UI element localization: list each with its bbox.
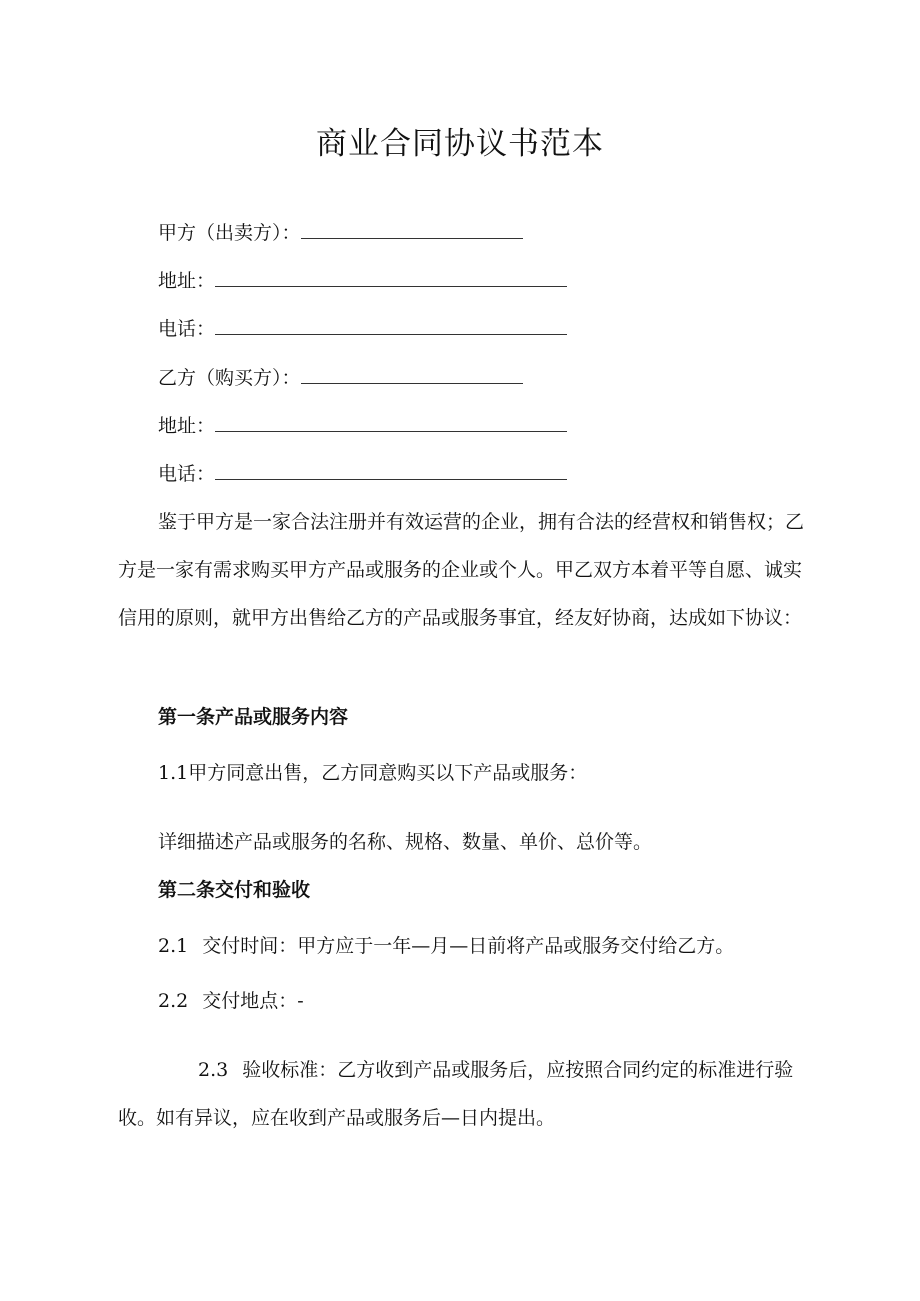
party-b-line xyxy=(158,365,523,391)
clause-2-2-number: 2.2 xyxy=(158,990,189,1012)
clause-2-3 xyxy=(118,1046,818,1142)
clause-2-1-number: 2.1 xyxy=(158,935,189,957)
party-a-phone-line xyxy=(158,316,567,342)
article2-heading: 第二条交付和验收 xyxy=(158,879,311,901)
clause-2-3-text: 验收标准：乙方收到产品或服务后，应按照合同约定的标准进行验收。如有异议，应在收到产品或服务后—日内提出。 xyxy=(118,1059,794,1129)
party-a-address-label: 地址： xyxy=(158,270,216,292)
clause-2-3-number: 2.3 xyxy=(198,1059,229,1081)
party-b-phone-line xyxy=(158,461,567,487)
clause-1-1: 1.1甲方同意出售，乙方同意购买以下产品或服务： xyxy=(158,762,588,784)
party-b-blank[interactable] xyxy=(301,365,523,384)
party-a-blank[interactable] xyxy=(301,220,523,239)
document-title: 商业合同协议书范本 xyxy=(316,126,604,162)
preamble-paragraph: 鉴于甲方是一家合法注册并有效运营的企业，拥有合法的经营权和销售权；乙方是一家有需求购买甲方产品或服务的企业或个人。甲乙双方本着平等自愿、诚实信用的原则，就甲方出售给乙方的产品或服务事宜，经友好协商，达成如下协议： xyxy=(118,511,805,629)
party-b-label: 乙方（购买方）： xyxy=(158,367,301,389)
party-a-label: 甲方（出卖方）： xyxy=(158,222,301,244)
clause-2-1-text: 交付时间：甲方应于一年—月—日前将产品或服务交付给乙方。 xyxy=(202,935,735,957)
party-b-address-blank[interactable] xyxy=(215,413,567,432)
party-a-phone-blank[interactable] xyxy=(215,316,567,335)
party-b-phone-label: 电话： xyxy=(158,463,216,485)
article1-detail: 详细描述产品或服务的名称、规格、数量、单价、总价等。 xyxy=(158,831,653,853)
party-b-address-label: 地址： xyxy=(158,415,216,437)
clause-2-1 xyxy=(158,933,734,959)
party-b-address-line xyxy=(158,413,567,439)
party-a-address-line xyxy=(158,268,567,294)
clause-2-2-text: 交付地点：- xyxy=(202,990,304,1012)
party-a-phone-label: 电话： xyxy=(158,318,216,340)
party-a-line xyxy=(158,220,523,246)
party-a-address-blank[interactable] xyxy=(215,268,567,287)
article1-heading: 第一条产品或服务内容 xyxy=(158,706,349,728)
party-b-phone-blank[interactable] xyxy=(215,461,567,480)
clause-2-2 xyxy=(158,988,304,1014)
